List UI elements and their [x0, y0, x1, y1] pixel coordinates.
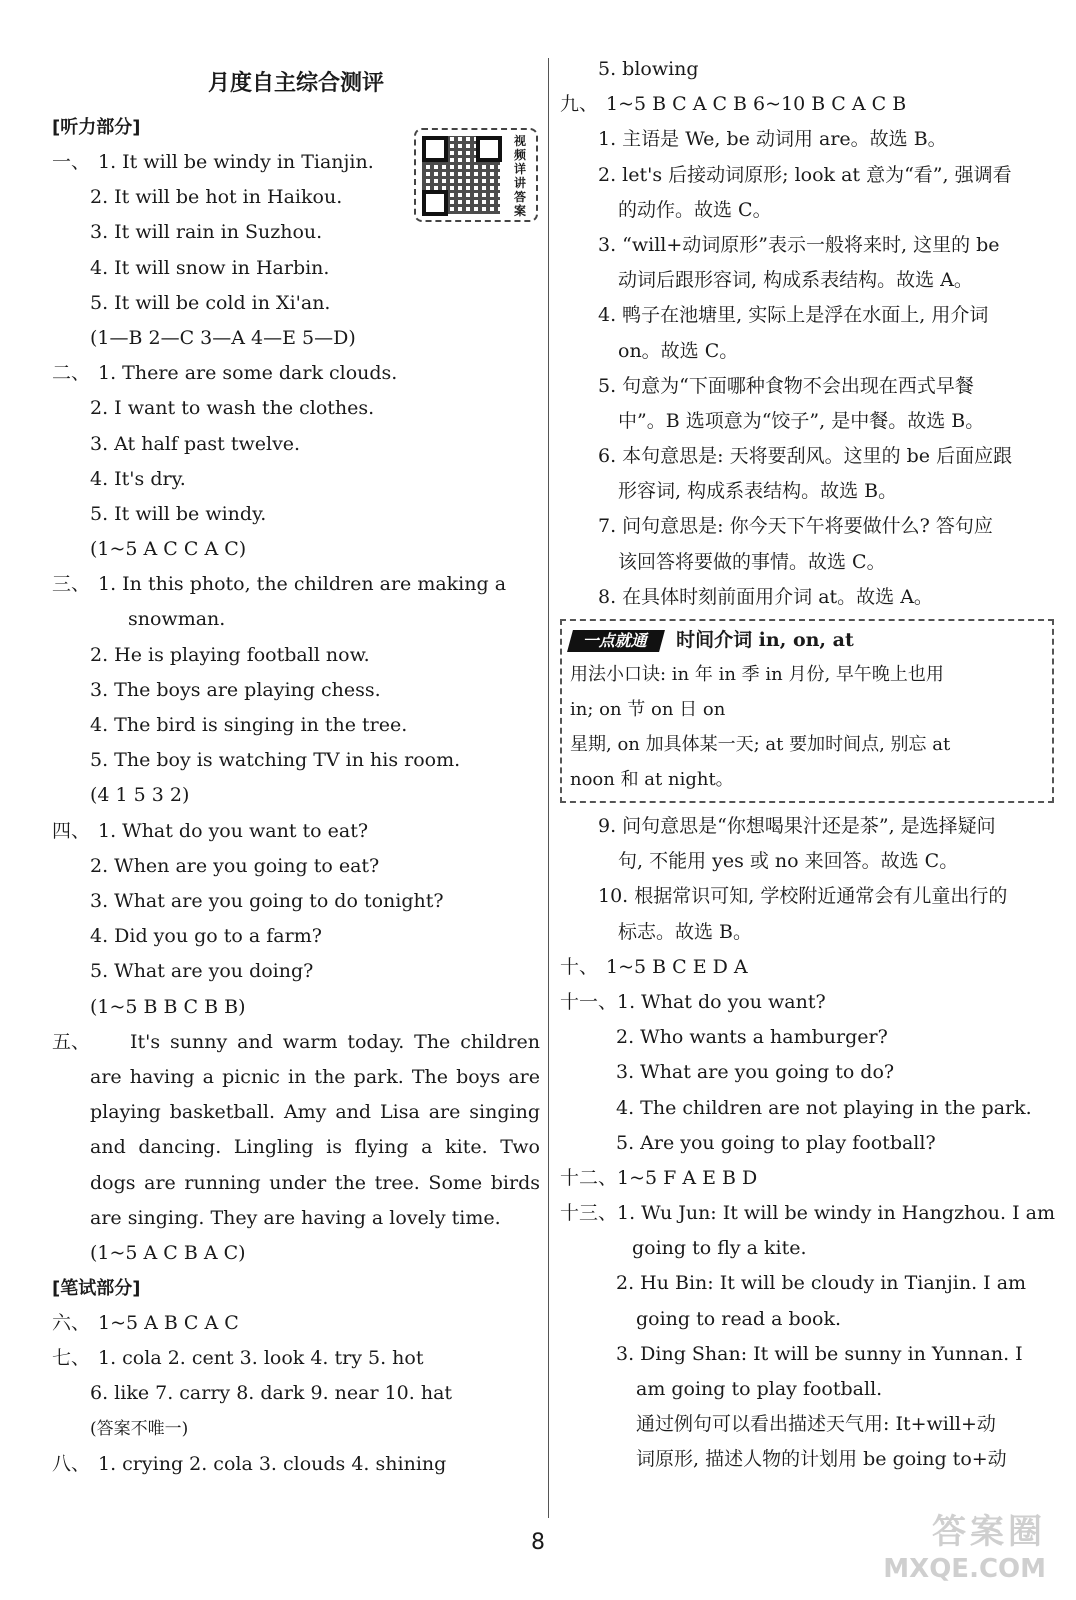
section-6: 六、 1~5 A B C A C	[52, 1306, 540, 1341]
left-column	[52, 58, 540, 1482]
section-9-note-cont: on。故选 C。	[618, 339, 739, 362]
tip-line: 用法小口诀: in 年 in 季 in 月份, 早午晚上也用	[570, 664, 944, 685]
section-5-answer: (1~5 A C B A C)	[90, 1241, 246, 1264]
section-9-note-cont: 中”。B 选项意为“饺子”, 是中餐。故选 B。	[618, 409, 985, 432]
section-label: 四、	[52, 819, 91, 842]
section-3-item: 三、 1. In this photo, the children are making a	[52, 567, 540, 602]
section-8-cont: 5. blowing	[598, 58, 699, 80]
section-2-answer: (1~5 A C C A C)	[90, 538, 247, 561]
section-13-item-cont: going to fly a kite.	[632, 1237, 807, 1260]
listening-heading: [听力部分]	[52, 117, 141, 138]
tip-box	[560, 619, 1054, 803]
section-4-answer: (1~5 B B C B B)	[90, 995, 246, 1018]
section-4-item: 3. What are you going to do tonight?	[90, 889, 444, 912]
section-9-note: 9. 问句意思是“你想喝果汁还是茶”, 是选择疑问	[598, 815, 996, 837]
section-9: 九、 1~5 B C A C B 6~10 B C A C B	[560, 87, 1044, 122]
section-11-item: 4. The children are not playing in the park.	[616, 1096, 1032, 1119]
section-11-item: 5. Are you going to play football?	[616, 1131, 936, 1154]
section-1-item: 5. It will be cold in Xi'an.	[90, 291, 331, 314]
section-2-item: 3. At half past twelve.	[90, 432, 301, 455]
page-number: 8	[531, 1530, 545, 1555]
section-7-row: 6. like 7. carry 8. dark 9. near 10. hat	[90, 1382, 453, 1405]
section-13-item: 十三、1. Wu Jun: It will be windy in Hangzhou. I am	[560, 1196, 1044, 1231]
section-11-item: 十一、1. What do you want?	[560, 985, 1044, 1020]
section-9-note: 1. 主语是 We, be 动词用 are。故选 B。	[598, 128, 947, 151]
section-label: 十二、	[560, 1166, 618, 1189]
section-4-item: 2. When are you going to eat?	[90, 854, 380, 877]
section-10: 十、 1~5 B C E D A	[560, 950, 1044, 985]
tip-line: noon 和 at night。	[570, 769, 734, 790]
section-13-item: 3. Ding Shan: It will be sunny in Yunnan. I	[616, 1342, 1023, 1365]
section-8: 八、 1. crying 2. cola 3. clouds 4. shining	[52, 1447, 540, 1482]
section-1-item: 2. It will be hot in Haikou.	[90, 186, 343, 209]
section-label: 三、	[52, 573, 91, 596]
section-label: 一、	[52, 151, 91, 173]
section-9-note-cont: 标志。故选 B。	[618, 920, 753, 943]
section-label: 二、	[52, 362, 91, 385]
section-label: 十一、	[560, 990, 618, 1013]
section-4-item: 四、 1. What do you want to eat?	[52, 814, 540, 849]
section-9-note: 5. 句意为“下面哪种食物不会出现在西式早餐	[598, 374, 974, 397]
section-13-note: 通过例句可以看出描述天气用: It+will+动	[636, 1413, 996, 1436]
section-9-note: 6. 本句意思是: 天将要刮风。这里的 be 后面应跟	[598, 445, 1013, 468]
watermark-text: 答案圈	[932, 1512, 1046, 1552]
section-7-note: (答案不唯一)	[90, 1418, 189, 1439]
section-11-item: 2. Who wants a hamburger?	[616, 1026, 888, 1049]
section-5	[52, 1025, 540, 1236]
page-title: 月度自主综合测评	[207, 71, 384, 96]
section-9-note: 4. 鸭子在池塘里, 实际上是浮在水面上, 用介词	[598, 304, 989, 327]
section-9-note: 7. 问句意思是: 你今天下午将要做什么? 答句应	[598, 515, 993, 538]
section-9-note-cont: 该回答将要做的事情。故选 C。	[618, 550, 886, 573]
section-11-item: 3. What are you going to do?	[616, 1061, 895, 1084]
section-1-item: 4. It will snow in Harbin.	[90, 256, 330, 279]
section-9-note-cont: 动词后跟形容词, 构成系表结构。故选 A。	[618, 269, 973, 292]
section-9-note: 3. “will+动词原形”表示一般将来时, 这里的 be	[598, 233, 1000, 256]
tip-line: in; on 节 on 日 on	[570, 699, 726, 720]
section-9-note-cont: 的动作。故选 C。	[618, 198, 772, 221]
column-divider	[548, 58, 549, 1518]
written-heading: [笔试部分]	[52, 1278, 141, 1300]
watermark-url: MXQE.COM	[883, 1554, 1046, 1584]
section-9-note-cont: 形容词, 构成系表结构。故选 B。	[618, 480, 898, 503]
section-3-item: 2. He is playing football now.	[90, 643, 370, 666]
tip-heading: 时间介词 in, on, at	[676, 629, 854, 651]
section-13-item: 2. Hu Bin: It will be cloudy in Tianjin. I am	[616, 1272, 1027, 1295]
section-1-item: 一、 1. It will be windy in Tianjin.	[52, 145, 540, 180]
section-3-item: 5. The boy is watching TV in his room.	[90, 749, 461, 772]
section-4-item: 5. What are you doing?	[90, 960, 314, 983]
qr-label: 视频详讲答案	[513, 134, 526, 218]
section-3-answer: (4 1 5 3 2)	[90, 784, 190, 807]
section-5-passage: It's sunny and warm today. The children are having a picnic in the park. The boys are playing basketball. Amy and Lisa are singing and dancing. Lingling is flying a kite. Two dogs are running under the tree. Some birds are singing. They are having a lovely time.	[90, 1030, 540, 1229]
tip-line: 星期, on 加具体某一天; at 要加时间点, 别忘 at	[570, 734, 951, 755]
section-4-item: 4. Did you go to a farm?	[90, 925, 322, 948]
section-13-item-cont: going to read a book.	[636, 1307, 842, 1330]
section-9-note: 10. 根据常识可知, 学校附近通常会有儿童出行的	[598, 885, 1008, 908]
right-column	[560, 52, 1055, 1478]
section-label: 八、	[52, 1452, 91, 1475]
section-3-item: 3. The boys are playing chess.	[90, 678, 381, 701]
section-label: 十三、	[560, 1202, 618, 1225]
section-3-item: 4. The bird is singing in the tree.	[90, 714, 408, 736]
section-2-item: 二、 1. There are some dark clouds.	[52, 356, 540, 391]
section-label: 六、	[52, 1312, 91, 1335]
section-2-item: 4. It's dry.	[90, 467, 186, 490]
tip-header	[570, 623, 1044, 657]
section-13-note: 词原形, 描述人物的计划用 be going to+动	[636, 1448, 1007, 1471]
section-9-note-cont: 句, 不能用 yes 或 no 来回答。故选 C。	[618, 850, 959, 873]
section-2-item: 5. It will be windy.	[90, 502, 267, 525]
section-label: 十、	[560, 955, 599, 978]
section-label: 五、	[52, 1030, 91, 1053]
section-label: 七、	[52, 1347, 91, 1370]
section-13-item-cont: am going to play football.	[636, 1378, 883, 1400]
tip-badge: 一点就通	[567, 630, 665, 652]
section-9-note: 2. let's 后接动词原形; look at 意为“看”, 强调看	[598, 163, 1012, 186]
section-1-item: 3. It will rain in Suzhou.	[90, 221, 323, 244]
section-2-item: 2. I want to wash the clothes.	[90, 397, 375, 420]
section-7-row: 七、 1. cola 2. cent 3. look 4. try 5. hot	[52, 1341, 540, 1376]
section-9-note: 8. 在具体时刻前面用介词 at。故选 A。	[598, 585, 933, 608]
section-12: 十二、1~5 F A E B D	[560, 1161, 1044, 1196]
section-3-item-cont: snowman.	[128, 608, 226, 631]
section-1-answer: (1—B 2—C 3—A 4—E 5—D)	[90, 326, 356, 349]
section-label: 九、	[560, 93, 599, 116]
watermark-logo	[866, 1510, 1046, 1590]
